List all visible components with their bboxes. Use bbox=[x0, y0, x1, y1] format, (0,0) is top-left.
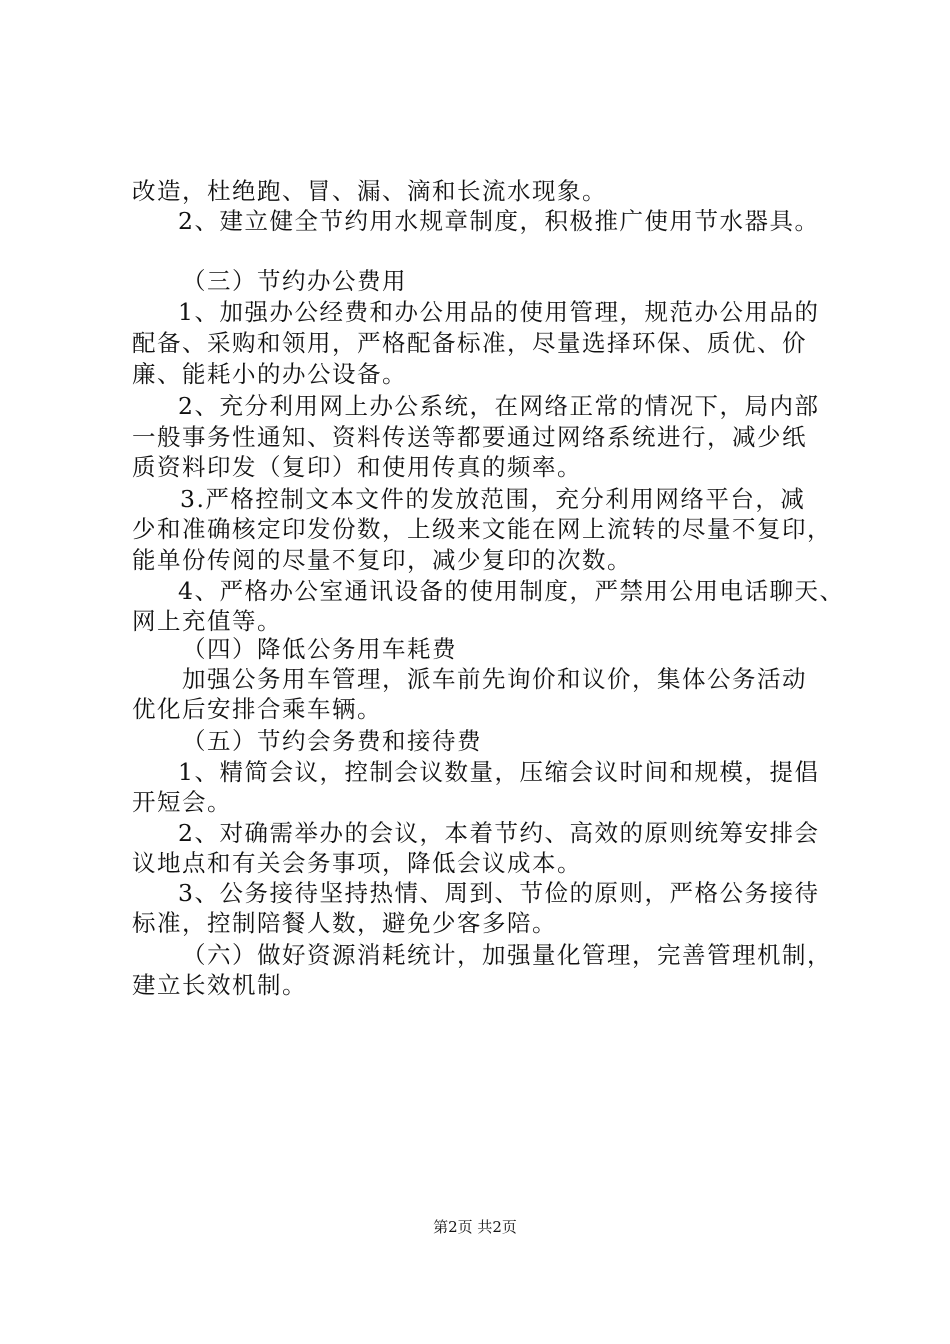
text-line: 3.严格控制文本文件的发放范围，充分利用网络平台，减 bbox=[180, 485, 806, 513]
text-line: 配备、采购和领用，严格配备标准，尽量选择环保、质优、价 bbox=[132, 329, 807, 357]
text-line: 能单份传阅的尽量不复印，减少复印的次数。 bbox=[132, 546, 632, 574]
text-line: 2、对确需举办的会议，本着节约、高效的原则统筹安排会 bbox=[178, 819, 820, 847]
text-line: 一般事务性通知、资料传送等都要通过网络系统进行，减少纸 bbox=[132, 423, 807, 451]
text-line: 2、充分利用网上办公系统，在网络正常的情况下，局内部 bbox=[178, 392, 820, 420]
section-heading: （六）做好资源消耗统计，加强量化管理，完善管理机制， bbox=[182, 941, 832, 969]
section-heading: （四）降低公务用车耗费 bbox=[182, 635, 457, 663]
text-line: 少和准确核定印发份数，上级来文能在网上流转的尽量不复印， bbox=[132, 515, 832, 543]
text-line: 网上充值等。 bbox=[132, 607, 282, 635]
text-line: 2、建立健全节约用水规章制度，积极推广使用节水器具。 bbox=[178, 207, 820, 235]
text-line: 廉、能耗小的办公设备。 bbox=[132, 360, 407, 388]
text-line: 3、公务接待坚持热情、周到、节俭的原则，严格公务接待 bbox=[178, 879, 820, 907]
text-line: 质资料印发（复印）和使用传真的频率。 bbox=[132, 453, 582, 481]
text-line: 改造，杜绝跑、冒、漏、滴和长流水现象。 bbox=[132, 177, 607, 205]
text-line: 开短会。 bbox=[132, 788, 232, 816]
text-line: 议地点和有关会务事项，降低会议成本。 bbox=[132, 849, 582, 877]
text-line: 1、加强办公经费和办公用品的使用管理，规范办公用品的 bbox=[178, 298, 820, 326]
section-heading: （三）节约办公费用 bbox=[182, 267, 407, 295]
page-footer: 第2页 共2页 bbox=[433, 1218, 517, 1236]
text-line: 1、精简会议，控制会议数量，压缩会议时间和规模，提倡 bbox=[178, 758, 820, 786]
section-heading: （五）节约会务费和接待费 bbox=[182, 727, 482, 755]
text-line: 加强公务用车管理，派车前先询价和议价，集体公务活动 bbox=[182, 665, 807, 693]
text-line: 建立长效机制。 bbox=[132, 971, 307, 999]
text-line: 标准，控制陪餐人数，避免少客多陪。 bbox=[132, 909, 557, 937]
text-line: 4、严格办公室通讯设备的使用制度，严禁用公用电话聊天、 bbox=[178, 577, 845, 605]
text-line: 优化后安排合乘车辆。 bbox=[132, 695, 382, 723]
